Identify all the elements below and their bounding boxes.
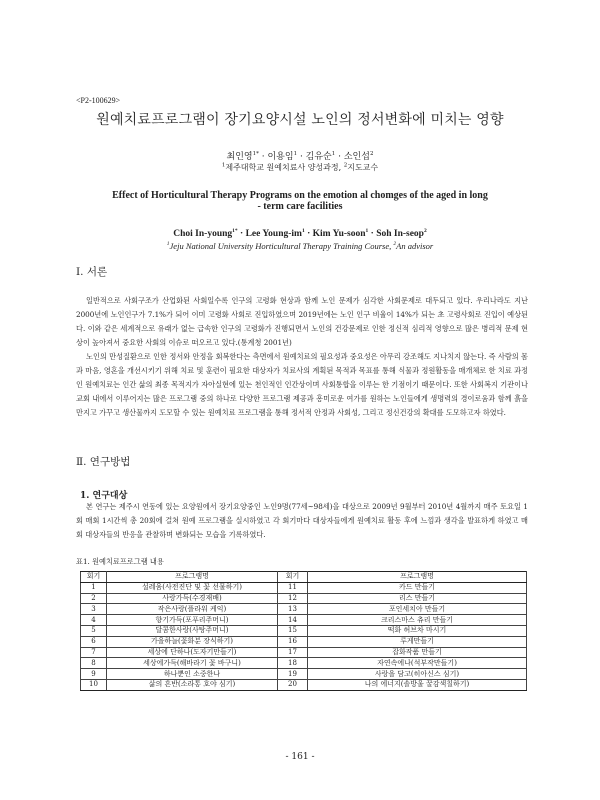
program-cell: 사랑가득(수경재배): [107, 593, 278, 604]
table-caption: 표1. 원예치료프로그램 내용: [76, 557, 164, 566]
program-cell: 카드 만들기: [308, 582, 527, 593]
program-cell: 가을하늘(꽃화분 장식하기): [107, 636, 278, 647]
session-cell: 13: [278, 604, 308, 615]
table-row: [81, 679, 527, 690]
session-cell: 2: [81, 593, 107, 604]
author-en-4: Soh In-seop$^2$: [376, 228, 427, 240]
title-korean: 원예치료프로그램이 장기요양시설 노인의 정서변화에 미치는 영향: [96, 112, 504, 128]
session-cell: 10: [81, 679, 107, 690]
author-separator: ·: [368, 229, 377, 240]
program-cell: 삶의 흔반(소라통 호야 심기): [107, 679, 278, 690]
program-cell: 포인세치아 만들기: [308, 604, 527, 615]
program-cell: 달콤한사랑(사탕주머니): [107, 625, 278, 636]
intro-paragraph-2: 노인의 만성질환으로 인한 정서와 안정을 회복한다는 측면에서 원예치료의 필요성과 중요성은 아무리 강조해도 지나치지 않는다. 즉 사람의 몸과 마음, 영혼을 개선시키기 위해 치료 및 훈련이 필요한 대상자가 치료사의 계획된 목적과 목표를 통해 식물과 정원활동을 매개체로 한 치료 과정인 원예치료는 인간 삶의 최종 목적지가 자아실현에 있는 천인적인 인간상이며 사회통합을 이루는 한 기점이기 때문이다. 또한 사회복지 기관이나 교회 내에서 이루어지는 많은 프로그램 중의 하나로 다양한 프로그램 제공과 흥미로운 여가를 원하는 노인들에게 생명력의 경이로움과 함께 흙을 만지고 가꾸고 생산물까지 도모할 수 있는 원예치료 프로그램을 통해 정서적 안정과 사회성, 그리고 정신건강의 확대를 도모하고자 하였다.: [76, 352, 528, 418]
abstract-code: <P2-100629>: [76, 96, 121, 105]
affiliation-korean: $^1$제주대학교 원예치료사 양성과정, $^2$지도교수: [221, 162, 379, 172]
session-cell: 18: [278, 658, 308, 669]
session-cell: 11: [278, 582, 308, 593]
program-cell: 작은사랑(플라워 케익): [107, 604, 278, 615]
session-cell: 8: [81, 658, 107, 669]
program-cell: 루게만들기: [308, 636, 527, 647]
session-cell: 1: [81, 582, 107, 593]
program-cell: 자연속에나(석부작만들기): [308, 658, 527, 669]
program-cell: 크리스마스 츄리 만들기: [308, 615, 527, 626]
section-heading-method: Ⅱ. 연구방법: [76, 456, 131, 468]
table-row: [81, 636, 527, 647]
author-en-3: Kim Yu-soon$^1$: [312, 228, 369, 240]
authors-english: [0, 228, 600, 239]
session-cell: 9: [81, 669, 107, 680]
table-row: [81, 593, 527, 604]
author-separator: ·: [237, 229, 246, 240]
header-program: 프로그램명: [308, 572, 527, 583]
author-separator: ·: [304, 229, 313, 240]
subjects-paragraph: 본 연구는 제주시 연동에 있는 요양원에서 장기요양중인 노인9명(77세~98세)을 대상으로 2009년 9월부터 2010년 4월까지 매주 토요일 1회 매회 1시간씩 총 20회에 걸쳐 원예 프로그램을 실시하였고 각 회기마다 대상자들에게 원예치료 활동 후에 느낌과 생각을 발표하게 하였고 매회 대상자들의 반응을 관찰하며 변화되는 모습을 기록하였다.: [76, 502, 528, 540]
program-cell: 나의 에너지(솔방울 꿀감색칠하기): [308, 679, 527, 690]
header-session: 회기: [81, 572, 107, 583]
affiliation-english: $^1$Jeju National University Horticultural Therapy Training Course, $^2$An advisor: [166, 241, 434, 251]
author-ko-2: 이용임$^1$: [267, 151, 298, 162]
session-cell: 20: [278, 679, 308, 690]
author-en-2: Lee Young-$im^1$: [245, 228, 305, 240]
program-cell: 세상에 단하나(도자기만들기): [107, 647, 278, 658]
program-cell: 떡화 허브차 마시기: [308, 625, 527, 636]
table-header-row: [81, 572, 527, 583]
session-cell: 16: [278, 636, 308, 647]
page-number: - 161 -: [285, 752, 315, 762]
program-cell: 세상에가득(해바라기 꽃 바구니): [107, 658, 278, 669]
header-session: 회기: [278, 572, 308, 583]
table-row: [81, 604, 527, 615]
author-separator: ·: [297, 152, 306, 162]
author-ko-3: 김유순$^1$: [305, 151, 336, 162]
program-cell: 잡화작품 만들기: [308, 647, 527, 658]
program-cell: 하나뿐인 소중한나: [107, 669, 278, 680]
authors-korean: [0, 149, 600, 162]
program-cell: 리스 만들기: [308, 593, 527, 604]
session-cell: 5: [81, 625, 107, 636]
session-cell: 19: [278, 669, 308, 680]
intro-paragraph-1: 일반적으로 사회구조가 산업화된 사회일수록 인구의 고령화 현상과 함께 노인 문제가 심각한 사회문제로 대두되고 있다. 우리나라도 지난 2000년에 노인인구가 7.1%가 되어 이미 고령화 사회로 진입하였으며 2019년에는 노인 인구 비율이 14%가 되는 초 고령사회로 진입이 예상된다. 이와 같은 세계적으로 유래가 없는 급속한 인구의 고령화가 진행되면서 노인의 건강문제로 인한 정신적 심리적 영향으로 많은 병리적 문제 현상이 높아져서 중요한 사회의 이슈로 떠오르고 있다.(통계청 2001년): [76, 296, 528, 348]
session-cell: 17: [278, 647, 308, 658]
table-row: [81, 582, 527, 593]
session-cell: 15: [278, 625, 308, 636]
session-cell: 14: [278, 615, 308, 626]
header-program: 프로그램명: [107, 572, 278, 583]
session-cell: 3: [81, 604, 107, 615]
author-ko-1: 최인영$^{1*}$: [226, 151, 259, 162]
table-row: [81, 669, 527, 680]
table-row: [81, 658, 527, 669]
author-separator: ·: [258, 152, 268, 162]
table-row: [81, 625, 527, 636]
program-cell: 사랑을 담고(히아신스 심기): [308, 669, 527, 680]
session-cell: 4: [81, 615, 107, 626]
session-cell: 7: [81, 647, 107, 658]
program-cell: 향기가득(포푸리주머니): [107, 615, 278, 626]
section-heading-intro: Ⅰ. 서론: [76, 266, 108, 278]
session-cell: 6: [81, 636, 107, 647]
subsection-heading-subjects: 1. 연구대상: [80, 491, 128, 501]
title-english: Effect of Horticultural Therapy Programs on the emotion al chomges of the aged in long - term care facilities: [112, 190, 488, 212]
session-cell: 12: [278, 593, 308, 604]
program-table: [80, 571, 527, 691]
author-en-1: Choi In-young$^{1*}$: [173, 228, 238, 240]
author-separator: ·: [335, 152, 344, 162]
program-cell: 설레움(사전진단 및 꽃 선물하기): [107, 582, 278, 593]
table-row: [81, 647, 527, 658]
author-ko-4: 소인섭$^2$: [343, 151, 374, 162]
table-row: [81, 615, 527, 626]
